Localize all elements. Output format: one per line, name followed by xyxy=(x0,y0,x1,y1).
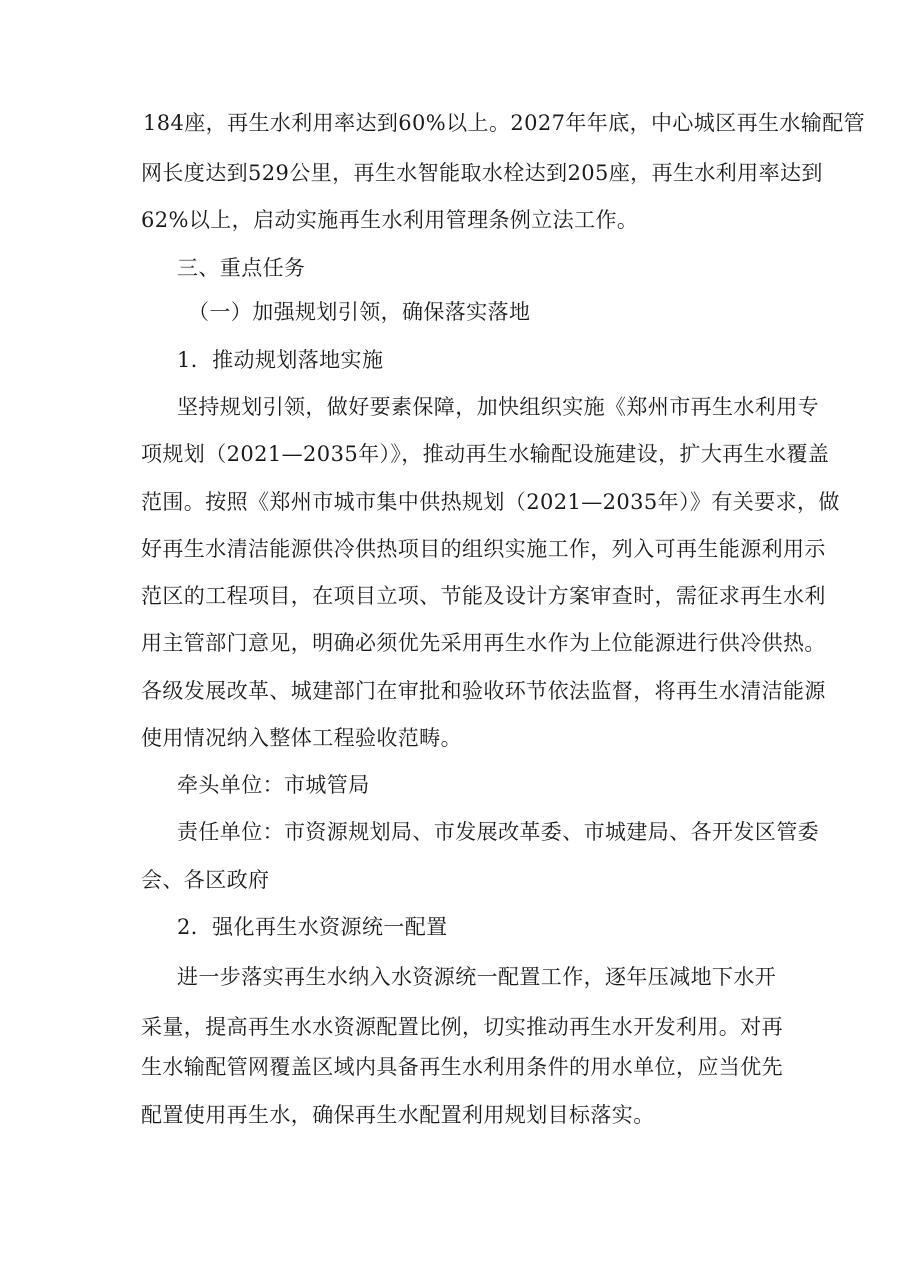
item-heading: 1．推动规划落地实施 xyxy=(177,348,384,372)
lead-unit-line: 牵头单位：市城管局 xyxy=(177,773,370,797)
responsible-unit-line: 会、各区政府 xyxy=(141,868,270,892)
paragraph-line: 进一步落实再生水纳入水资源统一配置工作，逐年压减地下水开 xyxy=(177,965,777,989)
paragraph-line: 生水输配管网覆盖区域内具备再生水利用条件的用水单位，应当优先 xyxy=(141,1055,783,1079)
item-heading: 2．强化再生水资源统一配置 xyxy=(177,915,448,939)
paragraph-line: 使用情况纳入整体工程验收范畴。 xyxy=(141,726,462,750)
paragraph-line: 各级发展改革、城建部门在审批和验收环节依法监督，将再生水清洁能源 xyxy=(141,679,826,703)
paragraph-line: 184座，再生水利用率达到60%以上。2027年年底，中心城区再生水输配管 xyxy=(143,111,865,135)
paragraph-line: 采量，提高再生水水资源配置比例，切实推动再生水开发利用。对再 xyxy=(141,1015,783,1039)
paragraph-line: 项规划（2021—2035年）》，推动再生水输配设施建设，扩大再生水覆盖 xyxy=(141,442,830,466)
paragraph-line: 范区的工程项目，在项目立项、节能及设计方案审查时，需征求再生水利 xyxy=(141,584,826,608)
paragraph-line: 62%以上，启动实施再生水利用管理条例立法工作。 xyxy=(141,208,639,232)
section-heading: 三、重点任务 xyxy=(177,256,306,280)
paragraph-line: 网长度达到529公里，再生水智能取水栓达到205座，再生水利用率达到 xyxy=(141,161,823,185)
paragraph-line: 用主管部门意见，明确必须优先采用再生水作为上位能源进行供冷供热。 xyxy=(141,631,826,655)
paragraph-line: 范围。按照《郑州市城市集中供热规划（2021—2035年）》有关要求，做 xyxy=(141,490,840,514)
responsible-unit-line: 责任单位：市资源规划局、市发展改革委、市城建局、各开发区管委 xyxy=(177,820,819,844)
subsection-heading: （一）加强规划引领，确保落实落地 xyxy=(188,300,531,324)
paragraph-line: 坚持规划引领，做好要素保障，加快组织实施《郑州市再生水利用专 xyxy=(177,395,819,419)
paragraph-line: 配置使用再生水，确保再生水配置利用规划目标落实。 xyxy=(141,1103,655,1127)
paragraph-line: 好再生水清洁能源供冷供热项目的组织实施工作，列入可再生能源利用示 xyxy=(141,537,826,561)
